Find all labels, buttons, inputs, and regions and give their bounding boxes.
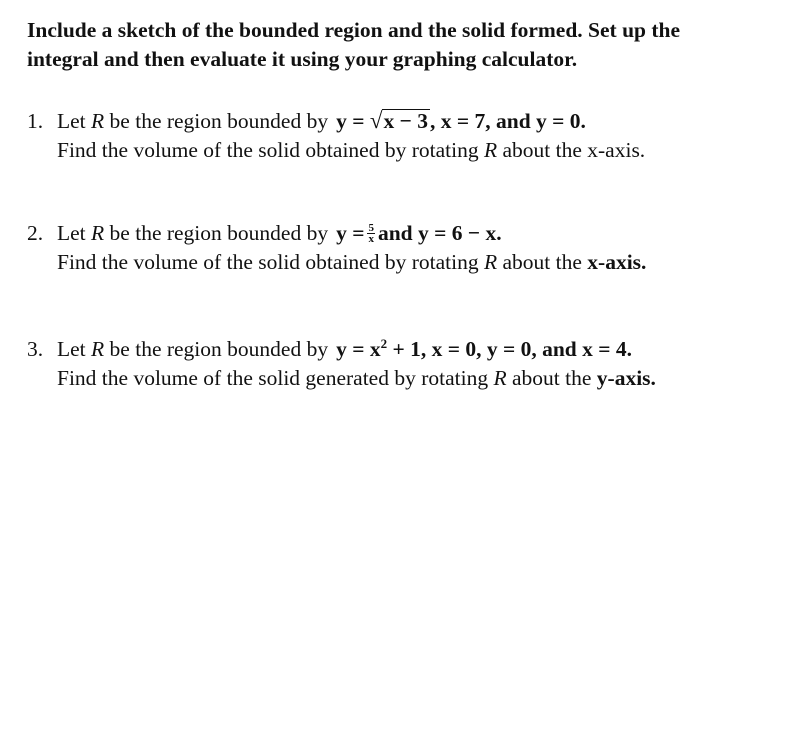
problem-lead: Let [57,337,86,361]
axis-text: about the [512,366,592,390]
fraction-denominator: x [368,232,374,245]
fraction-numerator: 5 [368,221,374,234]
sqrt-sign: √ [369,108,383,133]
axis-name: y-axis. [596,366,656,390]
equation-rest: and y = 6 − x. [377,221,502,245]
exponent: 2 [380,335,388,351]
problem-number: 2. [27,221,44,245]
region-variable: R [483,250,498,274]
problem-text: be the region bounded by [109,109,329,133]
problem-lead: Let [57,109,86,133]
problem-1-line-1 [27,106,777,136]
instructions-line-1: Include a sketch of the bounded region and the solid formed. Set up the [27,18,681,42]
problem-3 [27,335,777,393]
square-root [370,106,430,136]
problem-question: Find the volume of the solid obtained by rotating [57,250,479,274]
equation-rest: + 1, x = 0, y = 0, and x = 4. [387,337,633,361]
problem-1 [27,106,777,165]
axis-name: x-axis. [587,250,647,274]
problem-2-line-2 [27,248,777,277]
region-variable: R [91,337,105,361]
equation-prefix: y = [336,221,365,245]
equation-prefix: y = x [336,337,381,361]
radicand: x − 3 [383,109,428,133]
instructions [27,16,772,74]
problem-3-line-1 [27,335,777,364]
equation-rest: , x = 7, and y = 0. [429,109,586,133]
fraction [367,223,375,244]
problem-3-line-2 [27,364,777,393]
problem-2 [27,219,777,277]
region-variable: R [91,221,105,245]
region-variable: R [483,138,498,162]
problem-number: 1. [27,109,44,133]
problem-question: Find the volume of the solid obtained by rotating [57,138,479,162]
axis-text: about the x-axis. [502,138,646,162]
problem-text: be the region bounded by [109,221,329,245]
instructions-line-2: integral and then evaluate it using your graphing calculator. [27,47,578,71]
region-variable: R [91,109,105,133]
problem-1-line-2 [27,136,777,165]
problem-question: Find the volume of the solid generated by rotating [57,366,489,390]
problem-2-line-1 [27,219,777,248]
equation-prefix: y = [336,109,365,133]
problem-text: be the region bounded by [109,337,329,361]
region-variable: R [493,366,507,390]
axis-text: about the [502,250,582,274]
problem-lead: Let [57,221,86,245]
problem-number: 3. [27,337,44,361]
